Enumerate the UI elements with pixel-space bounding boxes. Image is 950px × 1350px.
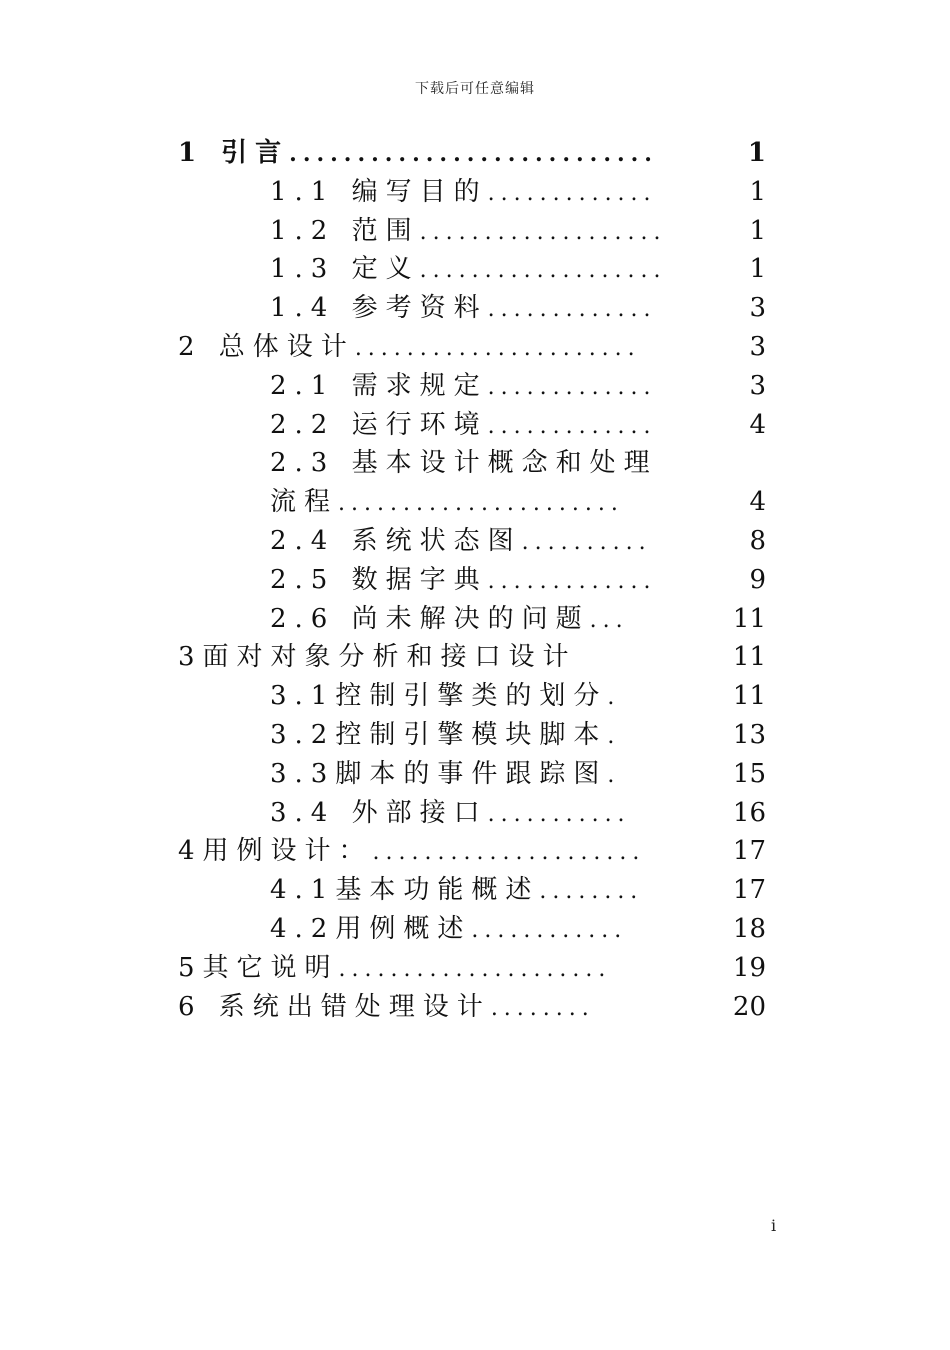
toc-entry[interactable]: [178, 212, 766, 251]
toc-entry-label: 流程: [270, 487, 339, 518]
toc-entry-label: 4用例设计：: [178, 836, 373, 867]
toc-entry[interactable]: [178, 522, 766, 561]
toc-entry-leader: ...........: [487, 801, 631, 827]
toc-entry-leader: ............: [471, 917, 628, 943]
toc-entry[interactable]: [178, 794, 766, 833]
toc-entry[interactable]: [178, 755, 766, 794]
toc-entry-page: 17: [732, 875, 766, 906]
toc-entry[interactable]: [178, 949, 766, 988]
toc-entry[interactable]: [178, 871, 766, 910]
toc-entry-label: 4.1基本功能概述: [270, 875, 540, 906]
toc-entry[interactable]: [178, 367, 766, 406]
toc-entry-page: 9: [749, 564, 766, 595]
toc-entry-page: 1: [749, 176, 766, 207]
toc-entry-label: 3面对对象分析和接口设计: [178, 642, 577, 673]
toc-entry-label: 1.3 定义: [270, 254, 420, 285]
toc-entry-page: 1: [747, 138, 766, 168]
toc-entry-label: 3.2控制引擎模块脚本: [270, 719, 608, 750]
toc-entry[interactable]: [178, 910, 766, 949]
toc-entry-page: 3: [749, 293, 766, 324]
toc-entry[interactable]: [178, 716, 766, 755]
table-of-contents: [178, 134, 766, 1026]
toc-entry-page: 8: [749, 525, 766, 556]
toc-entry-label: 1.1 编写目的: [270, 176, 488, 207]
toc-entry-leader: .............: [487, 413, 657, 439]
toc-entry-label: 1 引言: [178, 138, 290, 168]
toc-entry-leader: ......................: [354, 335, 641, 361]
toc-entry-label: 2.6 尚未解决的问题: [270, 603, 590, 634]
toc-entry-page: 15: [732, 758, 766, 789]
toc-entry[interactable]: [178, 328, 766, 367]
toc-entry-label: 3.3脚本的事件跟踪图: [270, 758, 608, 789]
toc-entry-page: 3: [749, 370, 766, 401]
toc-entry-page: 18: [732, 913, 766, 944]
toc-entry-leader: .............: [487, 180, 657, 206]
toc-entry[interactable]: [178, 134, 766, 173]
toc-entry-label: 2.4 系统状态图: [270, 525, 522, 556]
toc-entry[interactable]: [178, 483, 766, 522]
toc-entry-label: 2.1 需求规定: [270, 370, 488, 401]
toc-entry[interactable]: [178, 406, 766, 445]
toc-entry-leader: .............: [487, 374, 657, 400]
toc-entry-page: 11: [732, 642, 766, 673]
toc-entry-page: 4: [749, 409, 766, 440]
toc-entry-leader: ...................: [419, 219, 667, 245]
toc-entry-label: 5其它说明: [178, 952, 339, 983]
toc-entry[interactable]: [178, 600, 766, 639]
toc-entry-label: 2.3 基本设计概念和处理: [270, 448, 658, 479]
toc-entry-leader: ........: [539, 879, 644, 905]
toc-entry[interactable]: [178, 561, 766, 600]
toc-entry-label: 2 总体设计: [178, 331, 355, 362]
toc-entry-page: 4: [749, 487, 766, 518]
toc-entry-leader: .............: [487, 297, 657, 323]
toc-entry-leader: .............: [487, 568, 657, 594]
toc-entry-page: 11: [732, 603, 766, 634]
toc-entry[interactable]: [178, 832, 766, 871]
toc-entry[interactable]: [178, 250, 766, 289]
toc-entry-label: 1.2 范围: [270, 215, 420, 246]
toc-entry-leader: ...................: [419, 258, 667, 284]
toc-entry-leader: ...........................: [289, 141, 658, 167]
toc-entry-page: 11: [732, 681, 766, 712]
toc-entry-page: 17: [732, 836, 766, 867]
toc-entry-leader: .: [607, 762, 621, 788]
toc-entry-leader: ......................: [338, 491, 624, 517]
toc-entry-label: 3.4 外部接口: [270, 797, 488, 828]
toc-entry[interactable]: [178, 173, 766, 212]
toc-entry-leader: .....................: [338, 956, 612, 982]
toc-entry-page: 1: [749, 254, 766, 285]
toc-entry-leader: ........: [490, 995, 595, 1021]
toc-entry-page: 20: [732, 991, 766, 1022]
toc-entry-leader: ...: [589, 607, 629, 633]
toc-entry-label: 6 系统出错处理设计: [178, 991, 491, 1022]
toc-entry[interactable]: [178, 638, 766, 677]
toc-entry-page: 13: [732, 719, 766, 750]
toc-entry-label: 2.2 运行环境: [270, 409, 488, 440]
toc-entry-leader: .: [607, 723, 621, 749]
toc-entry-leader: ..........: [521, 529, 652, 555]
toc-entry-page: 16: [732, 797, 766, 828]
page-number: i: [771, 1216, 777, 1235]
toc-entry[interactable]: [178, 677, 766, 716]
toc-entry-page: 3: [749, 331, 766, 362]
toc-entry[interactable]: [178, 988, 766, 1027]
toc-entry[interactable]: [178, 444, 766, 483]
toc-entry-leader: .....................: [372, 840, 646, 866]
toc-entry-page: 1: [749, 215, 766, 246]
page-header: 下载后可任意编辑: [415, 81, 535, 97]
toc-entry-label: 3.1控制引擎类的划分: [270, 681, 608, 712]
toc-entry-leader: .: [607, 685, 621, 711]
toc-entry[interactable]: [178, 289, 766, 328]
toc-entry-label: 1.4 参考资料: [270, 293, 488, 324]
toc-entry-page: 19: [732, 952, 766, 983]
toc-entry-label: 2.5 数据字典: [270, 564, 488, 595]
toc-entry-label: 4.2用例概述: [270, 913, 472, 944]
